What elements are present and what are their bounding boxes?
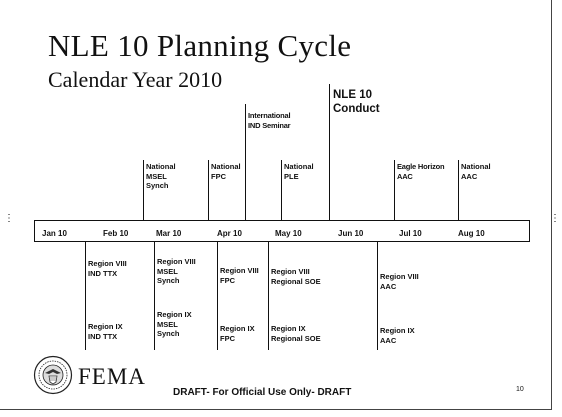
page-number: 10	[516, 386, 524, 393]
dhs-seal-icon	[33, 355, 73, 395]
draft-footer: DRAFT- For Official Use Only- DRAFT	[173, 387, 352, 398]
connector-region-aac	[377, 242, 378, 350]
edge-mark-left: ⋮	[4, 213, 14, 224]
connector-national-msel	[143, 160, 144, 220]
connector-region-ind-ttx	[85, 242, 86, 350]
connector-nle-conduct	[329, 84, 330, 220]
event-nle-10-conduct: NLE 10 Conduct	[333, 89, 380, 115]
event-eagle-horizon-aac: Eagle Horizon AAC	[397, 162, 445, 181]
event-region-viii-ind-ttx: Region VIII IND TTX	[88, 259, 127, 278]
event-national-fpc: National FPC	[211, 162, 241, 181]
month-label: Jun 10	[338, 229, 364, 238]
event-national-aac: National AAC	[461, 162, 491, 181]
connector-region-msel	[154, 242, 155, 350]
fema-logo-text: FEMA	[78, 364, 146, 389]
connector-national-ple	[281, 160, 282, 220]
connector-region-fpc	[217, 242, 218, 350]
event-region-ix-aac: Region IX AAC	[380, 326, 415, 345]
connector-region-soe	[268, 242, 269, 350]
event-region-ix-ind-ttx: Region IX IND TTX	[88, 322, 123, 341]
connector-eagle-horizon	[394, 160, 395, 220]
event-region-viii-msel-synch: Region VIII MSEL Synch	[157, 257, 196, 285]
month-label: Aug 10	[458, 229, 485, 238]
event-region-ix-msel-synch: Region IX MSEL Synch	[157, 310, 192, 338]
event-region-viii-aac: Region VIII AAC	[380, 272, 419, 291]
event-region-ix-regional-soe: Region IX Regional SOE	[271, 324, 321, 343]
connector-national-fpc	[208, 160, 209, 220]
connector-international-ind	[245, 104, 246, 220]
month-label: Feb 10	[103, 229, 129, 238]
month-label: May 10	[275, 229, 302, 238]
event-international-ind-seminar: International IND Seminar	[248, 111, 291, 130]
month-label: Jul 10	[399, 229, 422, 238]
month-label: Mar 10	[156, 229, 182, 238]
event-region-viii-fpc: Region VIII FPC	[220, 266, 259, 285]
event-region-viii-regional-soe: Region VIII Regional SOE	[271, 267, 321, 286]
slide-subtitle: Calendar Year 2010	[48, 67, 223, 92]
month-label: Apr 10	[217, 229, 242, 238]
month-label: Jan 10	[42, 229, 67, 238]
event-national-ple: National PLE	[284, 162, 314, 181]
connector-national-aac	[458, 160, 459, 220]
event-national-msel-synch: National MSEL Synch	[146, 162, 176, 190]
edge-mark-right: ⋮	[550, 213, 560, 224]
event-region-ix-fpc: Region IX FPC	[220, 324, 255, 343]
slide-title: NLE 10 Planning Cycle	[48, 28, 352, 63]
